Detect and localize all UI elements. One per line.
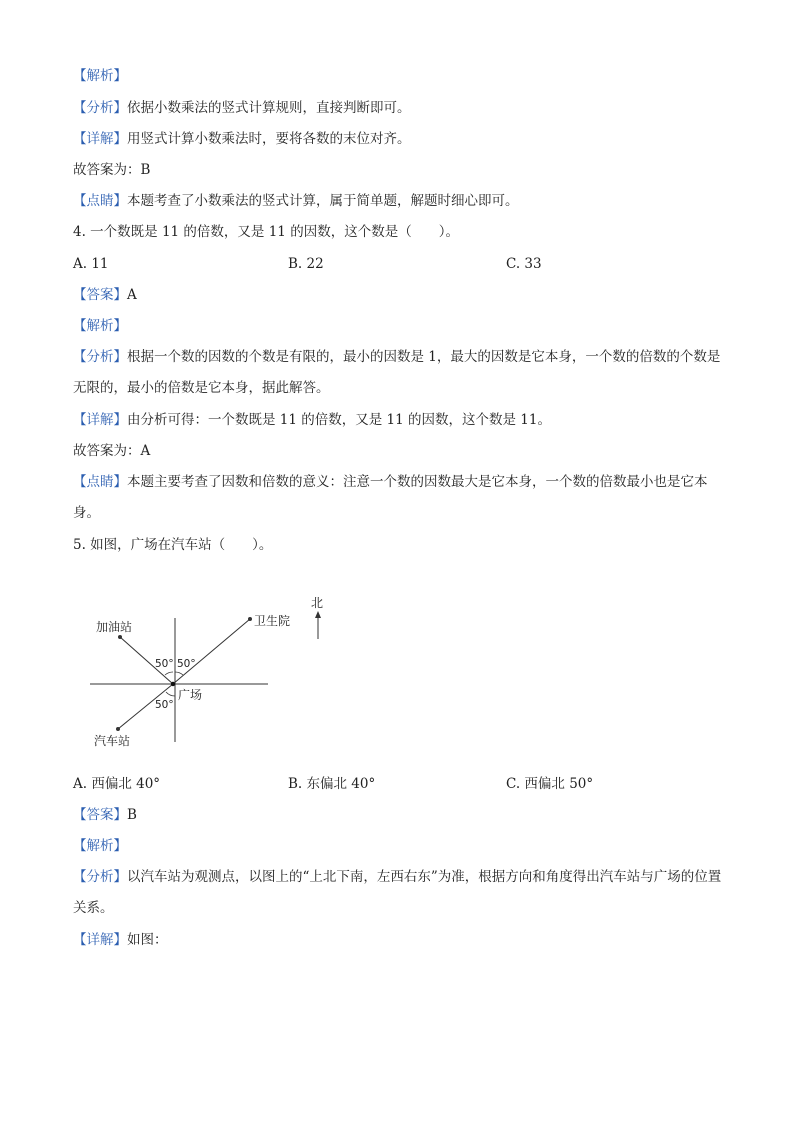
q5-detail-text: 如图： <box>127 932 168 948</box>
section-tag: 【解析】 <box>73 318 127 334</box>
final-answer-line: 故答案为：B <box>73 162 151 178</box>
gas-station-label: 加油站 <box>96 620 133 634</box>
q4-note <box>73 467 723 529</box>
clinic-label: 卫生院 <box>254 614 291 628</box>
q4-note-text: 本题主要考查了因数和倍数的意义：注意一个数的因数最大是它本身，一个数的倍数最小也是它本身。 <box>73 474 708 521</box>
section-tag: 【详解】 <box>73 412 127 428</box>
section-tag: 【分析】 <box>73 349 127 365</box>
north-label: 北 <box>311 596 324 610</box>
section-tag: 【点睛】 <box>73 474 127 490</box>
section-tag: 【答案】 <box>73 807 127 823</box>
q4-analysis-text: 根据一个数的因数的个数是有限的，最小的因数是 1，最大的因数是它本身，一个数的倍数的个数是无限的，最小的倍数是它本身，据此解答。 <box>73 349 721 396</box>
explanation-heading <box>73 66 127 86</box>
q5-detail <box>73 930 168 950</box>
section-tag: 【答案】 <box>73 287 127 303</box>
angle-arc-ne <box>175 672 183 675</box>
section-tag: 【分析】 <box>73 869 127 885</box>
clinic-point <box>248 617 252 621</box>
note-line <box>73 191 519 211</box>
q5-analysis-text: 以汽车站为观测点，以图上的“上北下南，左西右东”为准，根据方向和角度得出汽车站与广场的位置关系。 <box>73 869 722 916</box>
q5-option-a: A. 西偏北 40° <box>73 776 161 792</box>
angle-label-sw: 50° <box>155 699 174 711</box>
q4-explanation-heading <box>73 316 127 336</box>
bus-station-label: 汽车站 <box>94 734 131 748</box>
q5-explanation-heading <box>73 836 127 856</box>
section-tag: 【点睛】 <box>73 193 127 209</box>
direction-diagram <box>80 585 340 755</box>
detail-text: 用竖式计算小数乘法时，要将各数的末位对齐。 <box>127 131 411 147</box>
section-tag: 【分析】 <box>73 100 127 116</box>
north-arrow-icon <box>315 611 321 618</box>
q4-answer-line <box>73 285 137 305</box>
q5-option-c: C. 西偏北 50° <box>506 776 594 792</box>
q4-option-a: A. 11 <box>73 256 109 272</box>
q4-detail-text: 由分析可得：一个数既是 11 的倍数，又是 11 的因数，这个数是 11。 <box>127 412 551 428</box>
detail-line <box>73 129 411 149</box>
angle-arc-sw <box>166 692 175 696</box>
q5-answer-line <box>73 805 137 825</box>
section-tag: 【解析】 <box>73 838 127 854</box>
q5-answer: B <box>127 807 137 823</box>
angle-arc-nw <box>165 672 173 675</box>
analysis-text: 依据小数乘法的竖式计算规则，直接判断即可。 <box>127 100 411 116</box>
section-tag: 【解析】 <box>73 68 127 84</box>
gas-station-point <box>118 635 122 639</box>
square-label: 广场 <box>178 688 203 702</box>
ray-to-clinic <box>173 619 250 684</box>
angle-label-nw: 50° <box>155 658 174 670</box>
section-tag: 【详解】 <box>73 131 127 147</box>
q4-detail <box>73 410 551 430</box>
section-tag: 【详解】 <box>73 932 127 948</box>
q4-option-c: C. 33 <box>506 256 542 272</box>
square-point <box>171 682 175 686</box>
question-4-stem: 4. 一个数既是 11 的倍数，又是 11 的因数，这个数是（ ）。 <box>73 224 459 240</box>
bus-station-point <box>116 727 120 731</box>
q5-option-b: B. 东偏北 40° <box>288 776 376 792</box>
angle-label-ne: 50° <box>177 658 196 670</box>
note-text: 本题考查了小数乘法的竖式计算，属于简单题，解题时细心即可。 <box>127 193 519 209</box>
q4-answer: A <box>127 287 137 303</box>
analysis-line <box>73 98 411 118</box>
q4-analysis <box>73 342 723 404</box>
question-5-stem: 5. 如图，广场在汽车站（ ）。 <box>73 537 273 553</box>
q4-option-b: B. 22 <box>288 256 324 272</box>
q5-analysis <box>73 862 723 924</box>
q4-final-answer: 故答案为：A <box>73 443 151 459</box>
